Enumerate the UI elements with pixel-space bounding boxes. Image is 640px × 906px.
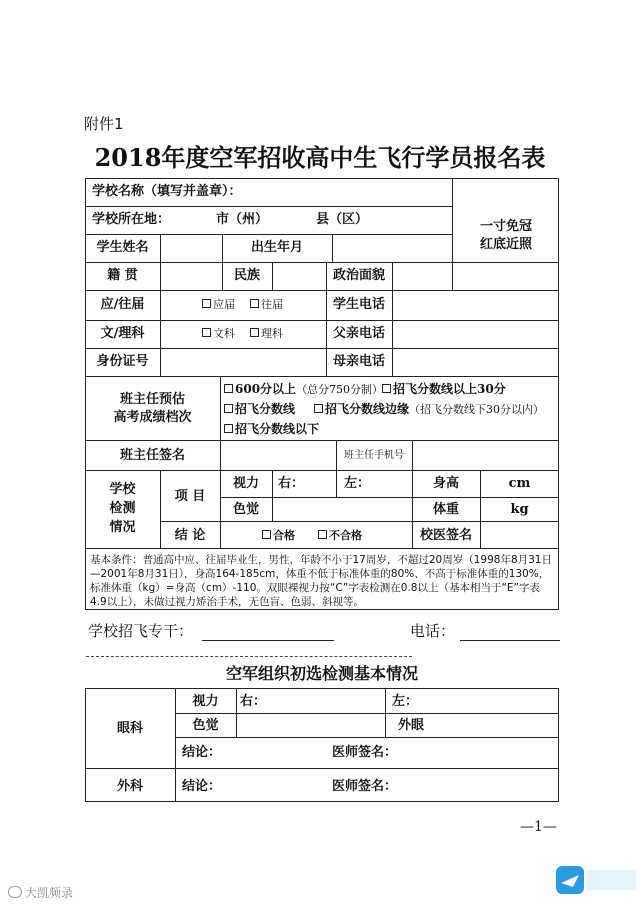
stream-label: 文/理科 xyxy=(100,326,145,341)
checkbox-score-600[interactable] xyxy=(224,384,233,393)
weight-unit: kg xyxy=(510,502,529,517)
watermark-left: 大凯频录 xyxy=(8,884,73,901)
s2-vision-label: 视力 xyxy=(192,694,219,709)
weibo-icon xyxy=(8,886,22,898)
school-check-1: 学校 xyxy=(109,482,136,497)
option-fail[interactable]: 不合格 xyxy=(318,530,362,541)
s2-color-label: 色觉 xyxy=(192,718,219,733)
s2-right-label: 右： xyxy=(240,694,267,709)
page-number: —1— xyxy=(520,819,557,835)
option-science[interactable]: 理科 xyxy=(250,328,283,339)
option-past[interactable]: 往届 xyxy=(250,299,283,310)
checkbox-science[interactable] xyxy=(250,328,259,337)
surgery-dept-label: 外科 xyxy=(116,779,143,794)
eye-dept-label: 眼科 xyxy=(116,721,143,736)
graduate-type-label: 应/往届 xyxy=(100,297,145,312)
section2-title: 空军组织初选检测基本情况 xyxy=(225,664,418,683)
checkbox-score-edge[interactable] xyxy=(314,404,323,413)
mother-phone-label: 母亲电话 xyxy=(332,354,385,369)
s2-eye-doctor-sign-label: 医师签名： xyxy=(332,745,398,760)
father-phone-label: 父亲电话 xyxy=(332,326,385,341)
score-option-line[interactable]: 招飞分数线 xyxy=(224,403,295,415)
height-label: 身高 xyxy=(432,476,459,491)
item-label: 项 目 xyxy=(174,489,206,504)
checkbox-current[interactable] xyxy=(202,299,211,308)
checkbox-arts[interactable] xyxy=(202,328,211,337)
phone-line[interactable] xyxy=(460,640,560,641)
estimate-label-2: 高考成绩档次 xyxy=(113,410,192,425)
school-check-2: 检测 xyxy=(109,501,136,516)
s2-left-label: 左： xyxy=(392,694,419,709)
ethnicity-label: 民族 xyxy=(233,268,260,283)
origin-label: 籍 贯 xyxy=(107,268,138,283)
school-doctor-sign-label: 校医签名 xyxy=(419,528,472,543)
teacher-sign-label: 班主任签名 xyxy=(119,448,185,463)
app-logo-icon xyxy=(556,866,584,894)
recruiter-line[interactable] xyxy=(202,640,334,641)
score-option-above30[interactable]: 招飞分数线以上30分 xyxy=(382,383,506,395)
student-name-label: 学生姓名 xyxy=(96,240,149,255)
photo-note-2: 红底近照 xyxy=(479,237,532,252)
school-name-label: 学校名称（填写并盖章）： xyxy=(92,184,242,199)
checkbox-fail[interactable] xyxy=(318,530,327,539)
checkbox-score-above30[interactable] xyxy=(382,384,391,393)
basic-conditions: 基本条件：普通高中应、往届毕业生，男性，年龄不小于17周岁，不超过20周岁（1998年8月31日—2001年8月31日），身高164-185cm，体重不低于标准体重的80%、不高于标准体重的130%，标准体重（kg）=身高（cm）-110。双眼裸视力按“C”字表检测在0.8以上（基本相当于“E”字表4.9以上），未做过视力矫治手术，无色盲、色弱、斜视等。 xyxy=(90,554,552,608)
county-label: 县（区） xyxy=(316,212,369,227)
score-option-edge[interactable]: 招飞分数线边缘（招飞分数线下30分以内） xyxy=(314,403,544,415)
attachment-label: 附件1 xyxy=(84,115,124,133)
cut-line xyxy=(86,656,412,657)
right-eye-label: 右： xyxy=(278,476,305,491)
option-arts[interactable]: 文科 xyxy=(202,328,235,339)
city-label: 市（州） xyxy=(216,212,269,227)
checkbox-pass[interactable] xyxy=(262,530,271,539)
phone-label: 电话： xyxy=(410,622,456,640)
checkbox-score-below[interactable] xyxy=(224,424,233,433)
s2-surgery-conclusion-label: 结论： xyxy=(182,779,222,794)
left-eye-label: 左： xyxy=(344,476,371,491)
color-sense-label: 色觉 xyxy=(232,502,259,517)
birth-label: 出生年月 xyxy=(250,240,303,255)
politics-label: 政治面貌 xyxy=(332,268,385,283)
weight-label: 体重 xyxy=(432,502,459,517)
checkbox-past[interactable] xyxy=(250,299,259,308)
s2-external-eye-label: 外眼 xyxy=(398,718,425,733)
checkbox-score-line[interactable] xyxy=(224,404,233,413)
teacher-phone-label: 班主任手机号 xyxy=(344,450,404,461)
school-location-label: 学校所在地： xyxy=(92,212,171,227)
option-pass[interactable]: 合格 xyxy=(262,530,295,541)
page-title: 2018年度空军招收高中生飞行学员报名表 xyxy=(94,143,546,172)
watermark-right xyxy=(586,870,636,890)
photo-note-1: 一寸免冠 xyxy=(479,219,532,234)
s2-surgery-doctor-sign-label: 医师签名： xyxy=(332,779,398,794)
s2-eye-conclusion-label: 结论： xyxy=(182,745,222,760)
school-check-3: 情况 xyxy=(109,520,136,535)
conclusion-label: 结 论 xyxy=(174,528,206,543)
recruiter-label: 学校招飞专干： xyxy=(88,622,194,640)
id-number-label: 身份证号 xyxy=(96,354,149,369)
estimate-label-1: 班主任预估 xyxy=(119,392,185,407)
vision-label: 视力 xyxy=(232,476,259,491)
option-current[interactable]: 应届 xyxy=(202,299,235,310)
score-option-600[interactable]: 600分以上（总分750分制） xyxy=(224,383,383,395)
student-phone-label: 学生电话 xyxy=(332,297,385,312)
height-unit: cm xyxy=(508,476,531,491)
score-option-below[interactable]: 招飞分数线以下 xyxy=(224,423,319,435)
